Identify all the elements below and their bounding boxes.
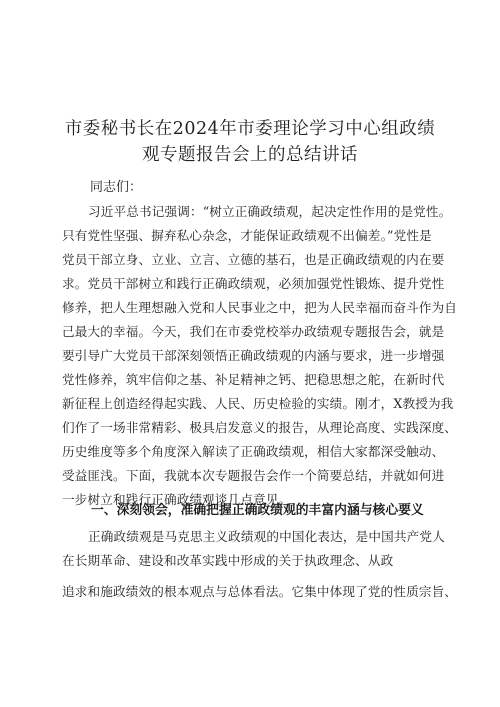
paragraph-1-line: 党性修养，筑牢信仰之基、补足精神之钙、把稳思想之舵，在新时代 (62, 372, 445, 387)
paragraph-1-line: 求。党员干部树立和践行正确政绩观，必须加强党性锻炼、提升党性 (62, 276, 445, 291)
paragraph-1-line: 修养，把人生理想融入党和人民事业之中，把为人民幸福而奋斗作为自 (62, 300, 458, 315)
paragraph-2-line: 正确政绩观是马克思主义政绩观的中国化表达，是中国共产党人 (88, 529, 445, 544)
paragraph-1-line: 只有党性坚强、摒弃私心杂念，才能保证政绩观不出偏差。”党性是 (62, 228, 432, 243)
greeting: 同志们： (90, 180, 143, 195)
paragraph-1-line: 们作了一场非常精彩、极具启发意义的报告，从理论高度、实践深度、 (62, 420, 458, 435)
document-title-line-2: 观专题报告会上的总结讲话 (142, 145, 358, 165)
paragraph-1-line: 习近平总书记强调：“树立正确政绩观，起决定性作用的是党性。 (88, 204, 452, 219)
paragraph-1-line: 新征程上创造经得起实践、人民、历史检验的实绩。刚才，X教授为我 (62, 396, 454, 411)
paragraph-1-line: 历史维度等多个角度深入解读了正确政绩观，相信大家都深受触动、 (62, 444, 445, 459)
paragraph-2-line: 追求和施政绩效的根本观点与总体看法。它集中体现了党的性质宗旨、 (62, 584, 458, 599)
section-1-heading: 一、深刻领会，准确把握正确政绩观的丰富内涵与核心要义 (91, 503, 424, 518)
paragraph-1-line: 要引导广大党员干部深刻领悟正确政绩观的内涵与要求，进一步增强 (62, 348, 445, 363)
paragraph-1-line: 党员干部立身、立业、立言、立德的基石，也是正确政绩观的内在要 (62, 252, 445, 267)
paragraph-2-line: 在长期革命、建设和改革实践中形成的关于执政理念、从政 (62, 553, 394, 568)
document-title-line-1: 市委秘书长在2024年市委理论学习中心组政绩 (64, 119, 436, 139)
paragraph-1-line: 一步树立和践行正确政绩观谈几点意见。 (62, 492, 292, 507)
paragraph-1-line: 受益匪浅。下面，我就本次专题报告会作一个简要总结，并就如何进 (62, 468, 445, 483)
paragraph-1-line: 己最大的幸福。今天，我们在市委党校举办政绩观专题报告会，就是 (62, 324, 445, 339)
